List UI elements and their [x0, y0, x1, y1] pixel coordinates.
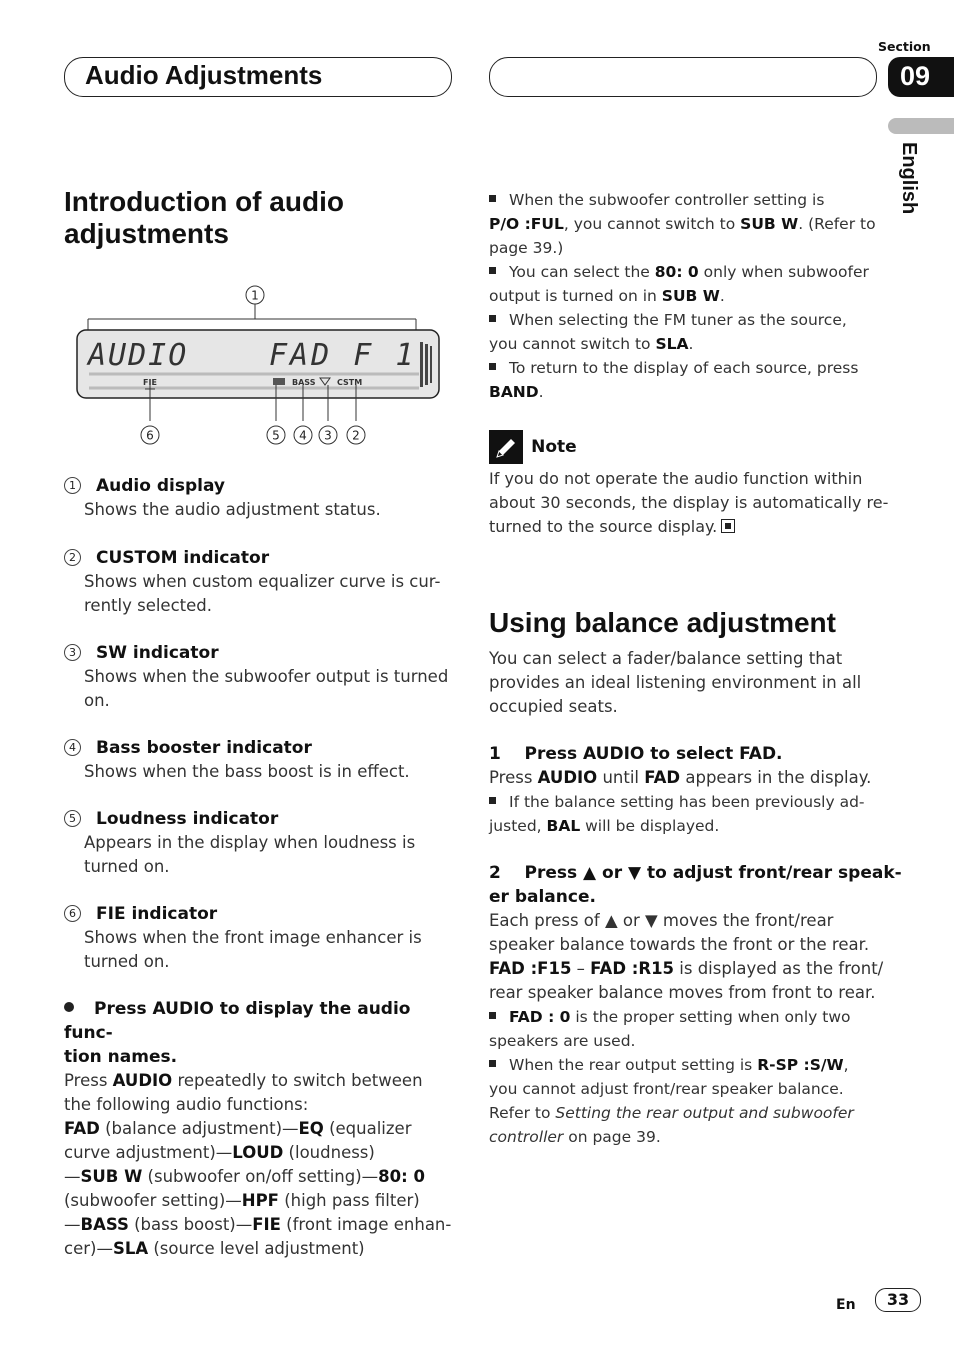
item-title: Bass booster indicator: [96, 738, 312, 758]
step-title-line-1: Press AUDIO to display the audio func-: [64, 999, 411, 1043]
bullet-square-icon: [489, 1060, 496, 1067]
lcd-right-text: FAD F 1: [269, 338, 417, 373]
subwoofer-notes: [489, 188, 889, 404]
bullet-square-icon: [489, 315, 496, 322]
header-right-pill: [489, 57, 877, 97]
svg-text:1: 1: [251, 288, 259, 303]
lcd-level-meter: [420, 342, 432, 387]
page-number: 33: [886, 1290, 910, 1309]
press-audio-step: [64, 997, 454, 1261]
step-1-title: 1 Press AUDIO to select FAD.: [489, 744, 783, 764]
note-body: If you do not operate the audio function within about 30 seconds, the display is automatically re- turned to the source display.: [489, 469, 889, 536]
step-body: Press AUDIO repeatedly to switch between the following audio functions: FAD (balance adjustment)—EQ (equalizer curve adjustment)—LOUD (loudness) —SUB W (subwoofer on/off setting)—80: 0 (subwoofer setting)—HPF (high pass filter) —BASS (bass boost)—FIE (front image enhan- cer)—SLA (source level adjustment): [64, 1071, 452, 1258]
intro-item-1: [64, 474, 454, 522]
note-item: To return to the display of each source, press BAND.: [489, 359, 859, 401]
item-desc: Shows when the bass boost is in effect.: [84, 762, 410, 781]
item-desc: Appears in the display when loudness is: [84, 833, 416, 852]
section-label: Section: [878, 39, 931, 54]
callout-3: [319, 426, 337, 444]
balance-heading: Using balance adjustment: [489, 607, 836, 638]
bullet-square-icon: [489, 363, 496, 370]
bullet-square-icon: [489, 1012, 496, 1019]
intro-heading: [64, 186, 444, 250]
item-number: 6: [64, 905, 81, 922]
item-desc: Shows the audio adjustment status.: [84, 500, 381, 519]
end-mark-icon: [721, 519, 735, 533]
item-desc: turned on.: [84, 952, 170, 971]
callout-5: [267, 426, 285, 444]
note-item: When selecting the FM tuner as the source, you cannot switch to SLA.: [489, 311, 847, 353]
item-desc: on.: [84, 691, 110, 710]
section-number: 09: [900, 61, 931, 91]
item-title: SW indicator: [96, 643, 219, 663]
callout-4: [294, 426, 312, 444]
balance-step-2: 2 Press ▲ or ▼ to adjust front/rear speak- er balance. Each press of ▲ or ▼ moves the front/rear speaker balance towards the front or the rear. FAD :F15 – FAD :R15 is displayed as the front/ rear speaker balance moves from front to rear. FAD : 0 is the proper setting when only two speakers are used. When the rear output setting is R-SP :S/W, you cannot adjust front/rear speaker balance. Refer to Setting the rear output and subwoofer controller on page 39.: [489, 863, 902, 1146]
intro-item-6: [64, 902, 454, 974]
intro-item-2: [64, 546, 454, 618]
svg-text:3: 3: [324, 428, 332, 443]
callout-6: [141, 426, 159, 444]
note-label: Note: [531, 437, 577, 457]
step-title-line-2: tion names.: [64, 1047, 178, 1067]
item-title: FIE indicator: [96, 904, 218, 924]
item-number: 2: [64, 549, 81, 566]
item-desc: turned on.: [84, 857, 170, 876]
note-heading: [489, 430, 577, 464]
item-number: 5: [64, 810, 81, 827]
page-section-title: Audio Adjustments: [85, 60, 323, 90]
lcd-bass-label: BASS: [292, 378, 316, 387]
intro-item-4: [64, 736, 454, 784]
balance-step-1: 1 Press AUDIO to select FAD. Press AUDIO until FAD appears in the display. If the balance setting has been previously ad- justed, BAL will be displayed.: [489, 742, 889, 838]
svg-text:6: 6: [146, 428, 154, 443]
svg-text:5: 5: [272, 428, 280, 443]
bullet-square-icon: [489, 797, 496, 804]
item-desc: Shows when custom equalizer curve is cur-: [84, 572, 441, 591]
svg-text:2: 2: [352, 428, 360, 443]
intro-heading-line-2: adjustments: [64, 218, 229, 249]
item-title: Audio display: [96, 476, 225, 496]
item-number: 1: [64, 477, 81, 494]
language-side-bar: [888, 118, 954, 134]
bullet-square-icon: [489, 267, 496, 274]
bullet-square-icon: [489, 195, 496, 202]
step-2-title-line-2: er balance.: [489, 887, 596, 907]
intro-item-3: [64, 641, 454, 713]
page-number-pill: [875, 1288, 921, 1312]
bullet-disc-icon: [64, 1002, 74, 1012]
item-desc: Shows when the front image enhancer is: [84, 928, 422, 947]
intro-item-5: [64, 807, 454, 879]
lcd-main-text: AUDIO: [88, 338, 189, 373]
lcd-figure: [74, 282, 454, 450]
svg-text:4: 4: [299, 428, 307, 443]
lcd-cstm-label: CSTM: [337, 378, 363, 387]
callout-2: [347, 426, 365, 444]
step-2-title-line-1: 2 Press ▲ or ▼ to adjust front/rear speak-: [489, 863, 902, 883]
note-item: When the subwoofer controller setting is P/O :FUL, you cannot switch to SUB W. (Refer to page 39.): [489, 191, 876, 257]
item-desc: Shows when the subwoofer output is turned: [84, 667, 449, 686]
item-number: 4: [64, 739, 81, 756]
item-title: Loudness indicator: [96, 809, 279, 829]
balance-intro: You can select a fader/balance setting that provides an ideal listening environment in all occupied seats.: [489, 649, 862, 716]
item-desc: rently selected.: [84, 596, 212, 615]
item-number: 3: [64, 644, 81, 661]
lcd-loudness-icon: [273, 378, 285, 385]
intro-heading-line-1: Introduction of audio: [64, 186, 344, 217]
language-side-label: English: [898, 142, 920, 215]
section-number-tab: [888, 57, 954, 97]
item-title: CUSTOM indicator: [96, 548, 270, 568]
footer-language-code: En: [836, 1297, 856, 1313]
note-item: You can select the 80: 0 only when subwoofer output is turned on in SUB W.: [489, 263, 869, 305]
lcd-fie-label: FIE: [143, 378, 157, 387]
pencil-note-icon: [489, 430, 523, 464]
